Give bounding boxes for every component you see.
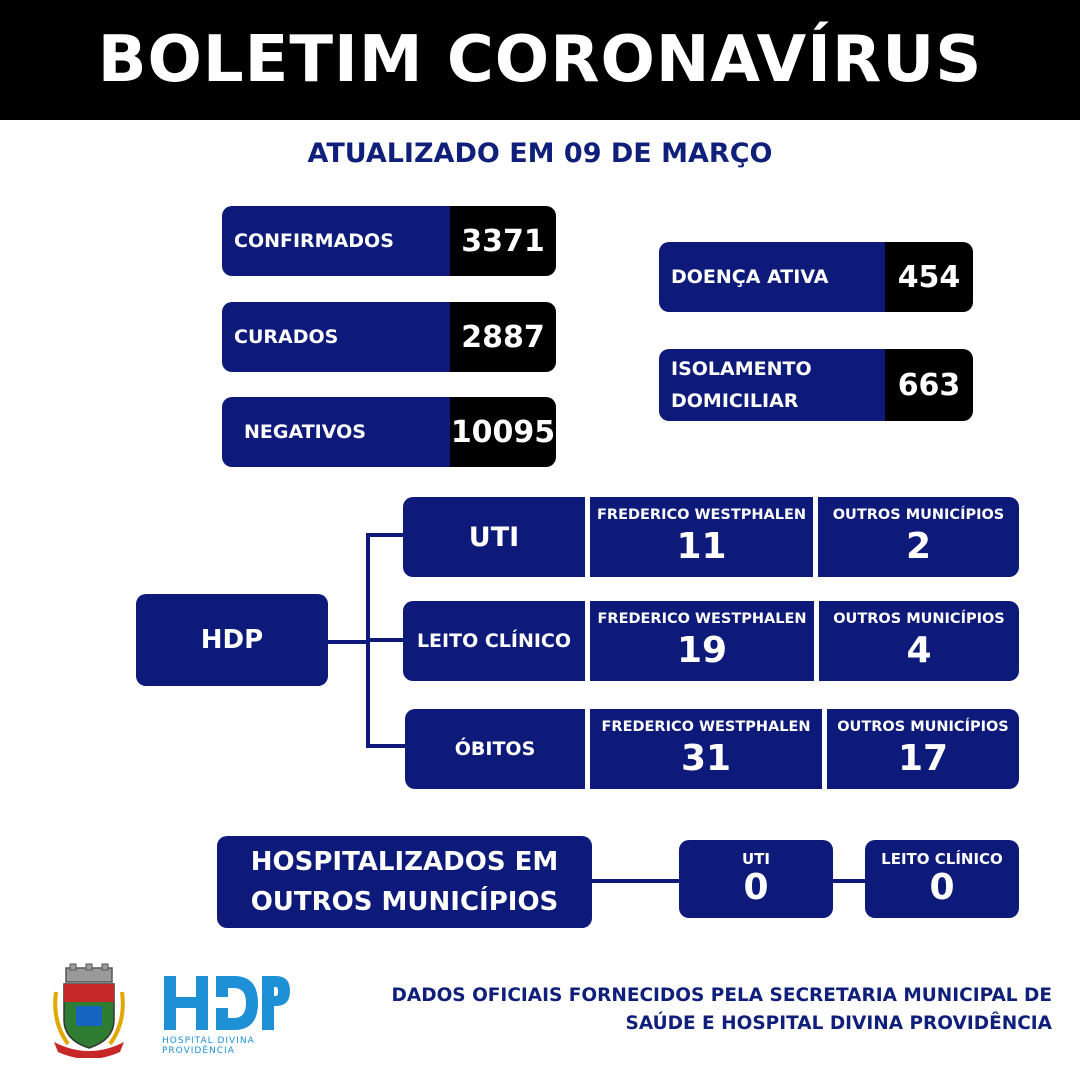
row-label: LEITO CLÍNICO [403, 601, 585, 681]
connector-line [592, 879, 680, 883]
uti-value: 0 [743, 867, 769, 908]
connector-line [366, 533, 404, 537]
hospitalized-other-box [217, 836, 592, 928]
hdp-row-uti [403, 497, 1019, 577]
hospitalized-leito-box [865, 840, 1019, 918]
connector-line [833, 879, 866, 883]
leito-value: 0 [929, 867, 955, 908]
other-caption: OUTROS MUNICÍPIOS [832, 507, 1005, 523]
stat-label-line1: ISOLAMENTO [671, 358, 812, 380]
leito-caption: LEITO CLÍNICO [881, 850, 1003, 868]
stat-negativos [222, 397, 556, 467]
other-caption: OUTROS MUNICÍPIOS [837, 719, 1009, 735]
stat-label: NEGATIVOS [222, 397, 450, 467]
local-caption: FREDERICO WESTPHALEN [601, 719, 811, 735]
stat-value: 663 [885, 349, 973, 421]
hospitalized-line1: HOSPITALIZADOS EM [250, 847, 559, 877]
stat-label: CURADOS [222, 302, 450, 372]
connector-line [366, 638, 404, 642]
connector-line [366, 744, 406, 748]
local-value: 31 [680, 738, 732, 779]
other-cell [819, 601, 1019, 681]
other-value: 4 [906, 630, 932, 671]
other-cell [827, 709, 1019, 789]
connector-line [328, 640, 370, 644]
local-caption: FREDERICO WESTPHALEN [597, 611, 807, 627]
local-value: 11 [676, 526, 727, 567]
other-cell [818, 497, 1019, 577]
stat-value: 454 [885, 242, 973, 312]
stat-label: DOENÇA ATIVA [659, 242, 885, 312]
stat-isolamento-domiciliar [659, 349, 973, 421]
hdp-row-obitos [405, 709, 1019, 789]
stat-label: CONFIRMADOS [222, 206, 450, 276]
data-source-line2: SAÚDE E HOSPITAL DIVINA PROVIDÊNCIA [625, 1013, 1052, 1034]
stat-value: 3371 [450, 206, 556, 276]
local-caption: FREDERICO WESTPHALEN [597, 507, 806, 523]
stat-curados [222, 302, 556, 372]
stat-value: 10095 [450, 397, 556, 467]
stat-confirmados [222, 206, 556, 276]
hdp-box: HDP [136, 594, 328, 686]
other-value: 17 [897, 738, 949, 779]
update-date: ATUALIZADO EM 09 DE MARÇO [307, 138, 773, 169]
row-label: UTI [403, 497, 585, 577]
stat-label-line2: DOMICILIAR [671, 390, 799, 412]
coat-of-arms-icon [48, 962, 130, 1058]
data-source-line1: DADOS OFICIAIS FORNECIDOS PELA SECRETARIA MUNICIPAL DE [391, 985, 1052, 1006]
hdp-logo-icon [162, 972, 292, 1032]
hospitalized-uti-box [679, 840, 833, 918]
stat-doenca-ativa [659, 242, 973, 312]
local-cell [590, 709, 822, 789]
other-caption: OUTROS MUNICÍPIOS [833, 611, 1005, 627]
data-source [392, 982, 1052, 1038]
row-label: ÓBITOS [405, 709, 585, 789]
uti-caption: UTI [742, 850, 770, 868]
other-value: 2 [905, 526, 932, 567]
hdp-logo-subtitle: HOSPITAL DIVINA PROVIDÊNCIA [162, 1036, 255, 1056]
local-cell [590, 601, 814, 681]
hdp-row-leito-clinico [403, 601, 1019, 681]
page-title: BOLETIM CORONAVÍRUS [0, 0, 1080, 120]
local-cell [590, 497, 813, 577]
local-value: 19 [676, 630, 728, 671]
hospitalized-line2: OUTROS MUNICÍPIOS [250, 887, 559, 917]
stat-label [659, 349, 885, 421]
stat-value: 2887 [450, 302, 556, 372]
